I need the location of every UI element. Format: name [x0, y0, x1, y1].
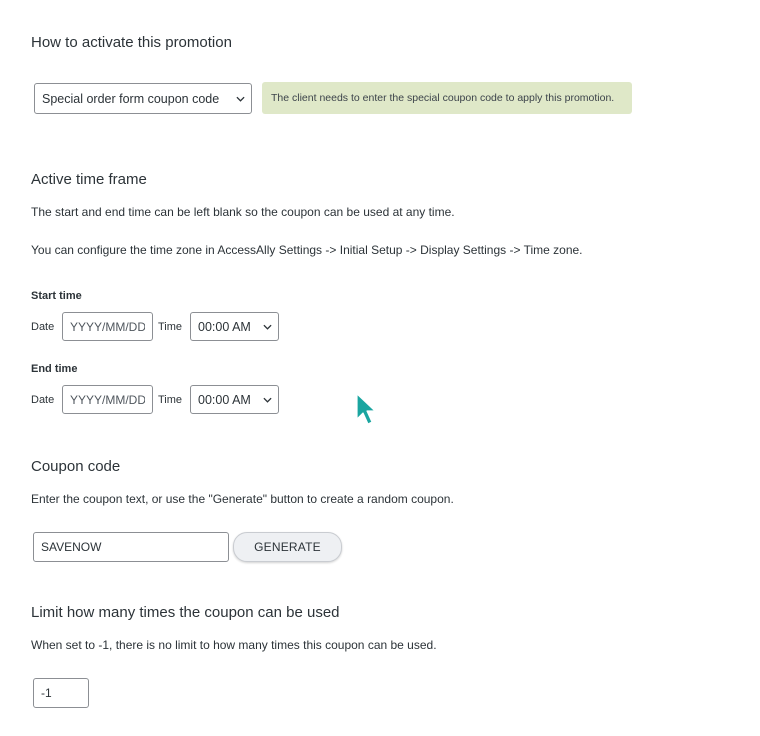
- start-time-select[interactable]: [190, 312, 279, 341]
- start-date-label: Date: [31, 321, 55, 333]
- start-time-label: Start time: [31, 290, 82, 302]
- end-time-select[interactable]: [190, 385, 279, 414]
- timeframe-description: The start and end time can be left blank so the coupon can be used at any time.: [31, 205, 455, 219]
- generate-button[interactable]: GENERATE: [233, 532, 342, 562]
- activation-notice-text: The client needs to enter the special coupon code to apply this promotion.: [271, 92, 615, 104]
- coupon-description: Enter the coupon text, or use the "Generate" button to create a random coupon.: [31, 492, 454, 506]
- chevron-down-icon: [236, 96, 245, 102]
- end-date-label: Date: [31, 394, 55, 406]
- activation-section-title: How to activate this promotion: [31, 34, 232, 51]
- end-date-input[interactable]: [62, 385, 153, 414]
- chevron-down-icon: [263, 324, 272, 330]
- end-time-selected: 00:00 AM: [198, 392, 251, 407]
- end-time-field-label: Time: [158, 394, 183, 406]
- timezone-description: You can configure the time zone in AccessAlly Settings -> Initial Setup -> Display Settings -> Time zone.: [31, 243, 583, 257]
- timeframe-section-title: Active time frame: [31, 171, 147, 188]
- activation-method-selected: Special order form coupon code: [42, 91, 220, 106]
- mouse-cursor-icon: [355, 393, 377, 429]
- start-time-field-label: Time: [158, 321, 183, 333]
- coupon-code-input[interactable]: [33, 532, 229, 562]
- limit-description: When set to -1, there is no limit to how many times this coupon can be used.: [31, 638, 437, 652]
- activation-notice: [262, 82, 632, 114]
- end-time-label: End time: [31, 363, 78, 375]
- start-time-selected: 00:00 AM: [198, 319, 251, 334]
- start-date-input[interactable]: [62, 312, 153, 341]
- chevron-down-icon: [263, 397, 272, 403]
- coupon-section-title: Coupon code: [31, 458, 121, 475]
- usage-limit-input[interactable]: [33, 678, 89, 708]
- activation-method-select[interactable]: [34, 83, 252, 114]
- limit-section-title: Limit how many times the coupon can be used: [31, 604, 340, 621]
